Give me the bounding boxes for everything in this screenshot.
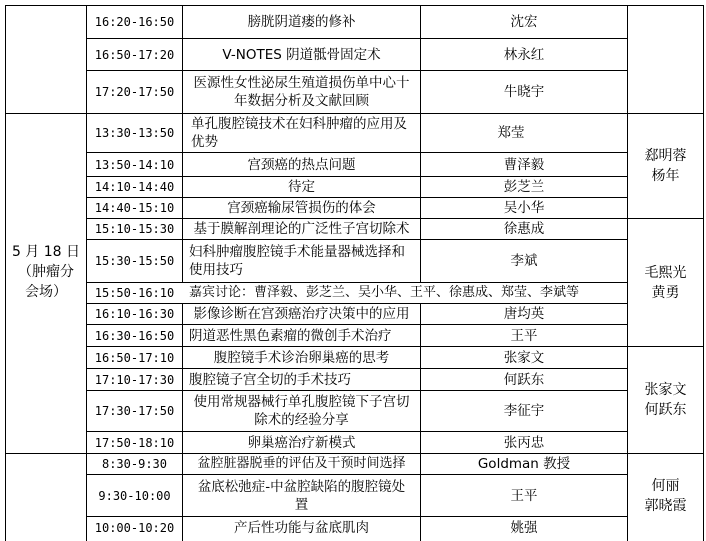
time-cell: 15:30-15:50 xyxy=(94,254,175,268)
date-line: 会场） xyxy=(25,284,67,300)
time-cell: 15:50-16:10 xyxy=(94,286,175,300)
time-cell: 16:50-17:10 xyxy=(94,350,175,365)
speaker-cell: 王平 xyxy=(510,327,538,344)
time-cell: 17:10-17:30 xyxy=(94,372,175,387)
time-cell: 16:30-16:50 xyxy=(94,328,175,343)
time-cell: 17:20-17:50 xyxy=(94,85,175,99)
topic-cell: V-NOTES 阴道骶骨固定术 xyxy=(222,46,381,63)
topic-cell: 腹腔镜子宫全切的手术技巧 xyxy=(189,371,351,388)
speaker-cell: 王平 xyxy=(510,487,538,504)
time-cell: 16:20-16:50 xyxy=(94,15,175,29)
time-cell: 16:10-16:30 xyxy=(94,307,175,321)
time-cell: 16:50-17:20 xyxy=(94,47,175,62)
topic-cell: 医源性女性泌尿生殖道损伤单中心十年数据分析及文献回顾 xyxy=(193,75,410,109)
speaker-cell: 林永红 xyxy=(503,46,545,63)
topic-cell: 盆腔脏器脱垂的评估及干预时间选择 xyxy=(197,456,406,471)
chair-cell: 何丽 郭晓霞 xyxy=(644,478,687,514)
speaker-cell: 李斌 xyxy=(510,253,538,269)
topic-cell: 待定 xyxy=(288,179,315,195)
time-cell: 10:00-10:20 xyxy=(94,520,175,535)
speaker-cell: Goldman 教授 xyxy=(477,456,571,472)
date-line: 5 月 18 日 xyxy=(11,244,81,260)
topic-cell: 产后性功能与盆底肌肉 xyxy=(234,519,369,536)
date-line: （肿瘤分 xyxy=(18,264,74,280)
chair-cell: 张家文 何跃东 xyxy=(644,382,687,418)
time-cell: 17:30-17:50 xyxy=(94,404,175,418)
time-cell: 15:10-15:30 xyxy=(94,222,175,236)
topic-cell: 卵巢癌治疗新模式 xyxy=(247,434,356,451)
topic-cell: 使用常规器械行单孔腹腔镜下子宫切除术的经验分享 xyxy=(193,394,410,428)
speaker-cell: 唐均英 xyxy=(503,306,545,322)
topic-cell: 腹腔镜手术诊治卵巢癌的思考 xyxy=(213,349,390,366)
topic-cell: 膀胱阴道瘘的修补 xyxy=(247,14,356,30)
speaker-cell: 姚强 xyxy=(510,519,538,536)
time-cell: 13:30-13:50 xyxy=(94,126,175,140)
chair-cell: 毛熙光 黄勇 xyxy=(644,264,687,301)
topic-cell: 妇科肿瘤腹腔镜手术能量器械选择和使用技巧 xyxy=(189,244,405,278)
speaker-cell: 牛晓宇 xyxy=(503,84,545,100)
speaker-cell: 曹泽毅 xyxy=(503,156,545,173)
time-cell: 17:50-18:10 xyxy=(94,435,175,450)
topic-cell: 盆底松弛症-中盆腔缺陷的腹腔镜处置 xyxy=(197,478,406,513)
speaker-cell: 郑莹 xyxy=(497,125,525,141)
time-cell: 13:50-14:10 xyxy=(94,157,175,172)
speaker-cell: 张丙忠 xyxy=(503,434,545,451)
speaker-cell: 徐惠成 xyxy=(503,221,545,237)
speaker-cell: 彭芝兰 xyxy=(503,179,545,195)
time-cell: 14:40-15:10 xyxy=(94,201,175,215)
time-cell: 14:10-14:40 xyxy=(94,180,175,194)
speaker-cell: 李征宇 xyxy=(503,403,545,419)
topic-cell: 基于膜解剖理论的广泛性子宫切除术 xyxy=(193,221,410,237)
time-cell: 8:30-9:30 xyxy=(101,457,168,471)
topic-cell: 单孔腹腔镜技术在妇科肿瘤的应用及优势 xyxy=(191,116,407,150)
time-cell: 9:30-10:00 xyxy=(98,488,171,503)
topic-cell: 宫颈癌的热点问题 xyxy=(247,156,356,173)
topic-cell: 影像诊断在宫颈癌治疗决策中的应用 xyxy=(193,306,410,322)
chair-cell: 郄明蓉 杨年 xyxy=(644,148,687,184)
speaker-cell: 沈宏 xyxy=(510,14,538,30)
date-cell xyxy=(6,239,86,305)
speaker-cell: 何跃东 xyxy=(503,371,545,388)
table-rule xyxy=(703,5,704,541)
topic-cell: 阴道恶性黑色素瘤的微创手术治疗 xyxy=(189,327,392,344)
topic-cell: 宫颈癌输尿管损伤的体会 xyxy=(227,200,376,216)
speaker-cell: 张家文 xyxy=(503,349,545,366)
discussion-cell: 嘉宾讨论：曹泽毅、彭芝兰、吴小华、王平、徐惠成、郑莹、李斌等 xyxy=(189,285,580,300)
speaker-cell: 吴小华 xyxy=(503,200,545,216)
